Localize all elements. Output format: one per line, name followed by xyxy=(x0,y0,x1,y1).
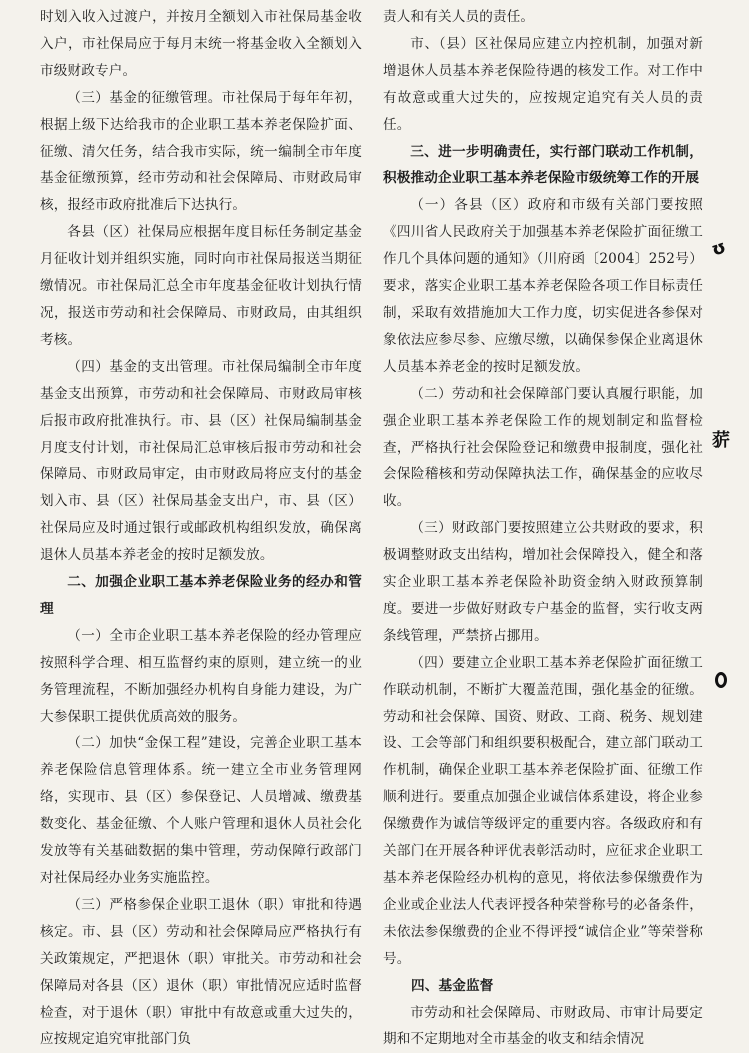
section-heading-right_column-7: 四、基金监督 xyxy=(411,977,494,994)
paragraph-right_column-0: 责人和有关人员的责任。 xyxy=(383,9,535,25)
paragraph-right_column-1: 市、（县）区社保局应建立内控机制，加强对新增退休人员基本养老保险待遇的核发工作。对工作中有故意或重大过失的，应按规定追究有关人员的责任。 xyxy=(383,35,703,133)
paragraph-left_column-6: （二）加快“金保工程”建设，完善企业职工基本养老保险信息管理体系。统一建立全市业务管理网络，实现市、县（区）参保登记、人员增减、缴费基数变化、基金征缴、个人账户管理和退休人员社会化发放等有关基础数据的集中管理，劳动保障行政部门对社保局经办业务实施监控。 xyxy=(40,735,362,886)
paragraph-left_column-1: （三）基金的征缴管理。市社保局于每年年初，根据上级下达给我市的企业职工基本养老保险扩面、征缴、清欠任务，结合我市实际，统一编制全市年度基金征缴预算，经市劳动和社会保障局、市财政局审核，报经市政府批准后下达执行。 xyxy=(40,89,362,214)
margin-mark-3 xyxy=(715,672,727,688)
paragraph-left_column-7: （三）严格参保企业职工退休（职）审批和待遇核定。市、县（区）劳动和社会保障局应严格执行有关政策规定，严把退休（职）审批关。市劳动和社会保障局对各县（区）退休（职）审批情况应适时监督检查，对于退休（职）审批中有故意或重大过失的，应按规定追究审批部门负 xyxy=(40,896,362,1048)
paragraph-left_column-2: 各县（区）社保局应根据年度目标任务制定基金月征收计划并组织实施，同时向市社保局报送当期征缴情况。市社保局汇总全市年度基金征收计划执行情况，报送市劳动和社会保障局、市财政局，由其组织考核。 xyxy=(40,224,362,348)
paragraph-right_column-8: 市劳动和社会保障局、市财政局、市审计局要定期和不定期地对全市基金的收支和结余情况 xyxy=(383,1004,703,1048)
margin-mark-1: ʊ xyxy=(708,236,729,261)
section-heading-right_column-2: 三、进一步明确责任，实行部门联动工作机制，积极推动企业职工基本养老保险市级统筹工作的开展 xyxy=(383,143,703,187)
paragraph-left_column-5: （一）全市企业职工基本养老保险的经办管理应按照科学合理、相互监督约束的原则，建立统一的业务管理流程，不断加强经办机构自身能力建设，为广大参保职工提供优质高效的服务。 xyxy=(40,627,362,725)
paragraph-right_column-5: （三）财政部门要按照建立公共财政的要求，积极调整财政支出结构，增加社会保障投入，健全和落实企业职工基本养老保险补助资金纳入财政预算制度。要进一步做好财政专户基金的监督，实行收支两条线管理，严禁挤占挪用。 xyxy=(383,520,703,644)
right-column xyxy=(383,4,703,1053)
paragraph-left_column-3: （四）基金的支出管理。市社保局编制全市年度基金支出预算，市劳动和社会保障局、市财政局审核后报市政府批准执行。市、县（区）社保局编制基金月度支付计划，市社保局汇总审核后报市劳动和社会保障局、市财政局审定，由市财政局将应支付的基金划入市、县（区）社保局基金支出户，市、县（区）社保局应及时通过银行或邮政机构组织发放，确保离退休人员基本养老金的按时足额发放。 xyxy=(40,358,362,564)
margin-mark-2: 䓄 xyxy=(712,430,730,451)
paragraph-right_column-4: （二）劳动和社会保障部门要认真履行职能，加强企业职工基本养老保险工作的规划制定和监督检查，严格执行社会保险登记和缴费申报制度，强化社会保险稽核和劳动保障执法工作，确保基金的应收尽收。 xyxy=(383,385,703,510)
left-column xyxy=(40,4,362,1053)
section-heading-left_column-4: 二、加强企业职工基本养老保险业务的经办和管理 xyxy=(40,574,362,617)
paragraph-left_column-0: 时划入收入过渡户，并按月全额划入市社保局基金收入户，市社保局应于每月末统一将基金收入全额划入市级财政专户。 xyxy=(40,9,362,79)
paragraph-right_column-6: （四）要建立企业职工基本养老保险扩面征缴工作联动机制，不断扩大覆盖范围，强化基金的征缴。劳动和社会保障、国资、财政、工商、税务、规划建设、工会等部门和组织要积极配合，建立部门联动工作机制，确保企业职工基本养老保险扩面、征缴工作顺利进行。要重点加强企业诚信体系建设，将企业参保缴费作为诚信等级评定的重要内容。各级政府和有关部门在开展各种评优表彰活动时，应征求企业职工基本养老保险经办机构的意见，将依法参保缴费作为企业或企业法人代表评授各种荣誉称号的必备条件，未依法参保缴费的企业不得评授“诚信企业”等荣誉称号。 xyxy=(383,654,703,967)
paragraph-right_column-3: （一）各县（区）政府和市级有关部门要按照《四川省人民政府关于加强基本养老保险扩面征缴工作几个具体问题的通知》（川府函〔2004〕252号）要求，落实企业职工基本养老保险各项工作目标责任制，采取有效措施加大工作力度，切实促进各参保对象依法应参尽参、应缴尽缴，以确保参保企业离退休人员基本养老金的按时足额发放。 xyxy=(383,197,703,375)
